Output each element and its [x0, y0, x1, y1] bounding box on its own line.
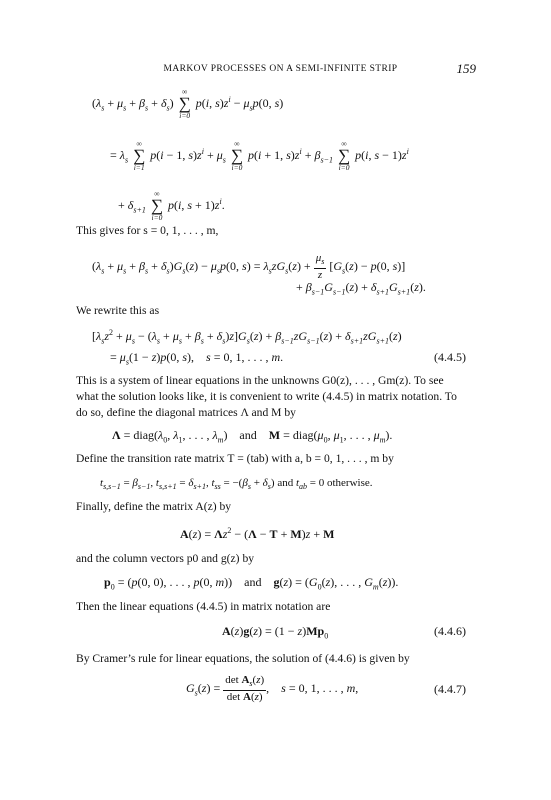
paragraph-4: Define the transition rate matrix T = (tab) with a, b = 0, 1, . . . , m by [76, 452, 394, 465]
paragraph-8: By Cramer’s rule for linear equations, the solution of (4.4.6) is given by [76, 652, 410, 665]
display-equation-b-line-1: $(\lambda_s + \mu_s + \beta_s + \delta_s)G_s(z) - \mu_sp(0$, $s) = \lambda_szG_s(z)$ + $\frac{\mu_s}{z}$ [$G_s(z) - p(0$, s)] [92, 252, 406, 282]
cramer-fraction: $\frac{\det A_s(z)}{\text{det A(z)}}$ [225, 674, 265, 704]
paragraph-6: and the column vectors p0 and g(z) by [76, 552, 255, 565]
diagonal-matrices-equation: $\Lambda = diag(\lambda_0$, $\lambda_1$, . . . , $\lambda_m$) and $M = diag(\mu_0$, $\mu_1$, . . . , $\mu_m$). [112, 428, 393, 445]
paragraph-1: This gives for s = 0, 1, . . . , m, [76, 224, 219, 237]
display-equation-a-line-3: + $\delta_{s+1}$ ∞ ∑ i=0 p(i, $s + 1)z^i$. [118, 189, 225, 222]
equation-4-4-5-line-2: = $\mu_s(1 - z)p(0$, s), s = 0, 1, . . . , m. [110, 350, 284, 367]
equation-4-4-5-line-1: $[\lambda_sz^2 + \mu_s - (\lambda_s + \mu_s + \beta_s + \delta_s)z]G_s(z) + \beta_{s-1}zG_{s-1}(z) + \delta_{s+1}zG_{s+1}(z)$ [92, 328, 402, 346]
running-title: MARKOV PROCESSES ON A SEMI-INFINITE STRIP [163, 64, 398, 74]
matrix-a-equation: $A(z) = \Lambda z^2 - (\Lambda - T + M)z + M$ [180, 526, 335, 541]
display-equation-b-line-2: + $\beta_{s-1}G_{s-1}(z) + \delta_{s+1}G_{s+1}(z)$. [296, 280, 426, 297]
page-number: 159 [456, 61, 476, 76]
equation-number-4-4-7: (4.4.7) [434, 682, 466, 696]
fraction: $\frac{\mu_s}{z}$ [315, 252, 325, 282]
transition-rates-equation: $t_{s,s-1} = \beta_{s-1}$, $t_{s,s+1} = \delta_{s+1}$, $t_{ss} = -(\beta_s + \delta_s)$ and $t_{ab} = 0$ otherwise. [100, 477, 373, 492]
paragraph-2: We rewrite this as [76, 304, 160, 317]
paragraph-3-line-1: This is a system of linear equations in the unknowns G0(z), . . . , Gm(z). To see [76, 374, 444, 387]
paragraph-5: Finally, define the matrix A(z) by [76, 500, 232, 513]
summation-symbol: ∞ ∑ i=0 [178, 87, 191, 120]
paragraph-3-line-2: what the solution looks like, it is convenient to write (4.4.5) in matrix notation. To [76, 390, 457, 403]
equation-number-4-4-6: (4.4.6) [434, 624, 466, 638]
equation-4-4-6: $A(z)g(z) = (1 - z)Mp_0$ [222, 624, 329, 641]
paragraph-7: Then the linear equations (4.4.5) in matrix notation are [76, 600, 331, 613]
equation-number-4-4-5: (4.4.5) [434, 350, 466, 364]
paragraph-3-line-3: do so, define the diagonal matrices Λ and M by [76, 406, 296, 419]
equation-4-4-7: $G_s(z)$ = $\frac{\det A_s(z)}{\text{det A(z)}}$ , s = 0, 1, . . . , m, [186, 674, 359, 704]
display-equation-a-line-2: = $\lambda_s$ ∞ ∑ i=1 p(i − 1, $s)z^i + \mu_s$ ∞ ∑ i=0 p(i + 1, $s)z^i + \beta_{s-1}$ ∞ ∑ i=0 p(i, $s - 1)z^i$ [110, 139, 409, 172]
column-vectors-equation: $p_0 = (p(0$, 0), . . . , p(0, m)) and $g(z) = (G_0(z)$, . . . , $G_m(z)$). [104, 575, 399, 592]
display-equation-a-line-1: $(\lambda_s + \mu_s + \beta_s + \delta_s)$ ∞ ∑ i=0 p(i, $s)z^i - \mu_sp(0$, s) [92, 87, 284, 120]
